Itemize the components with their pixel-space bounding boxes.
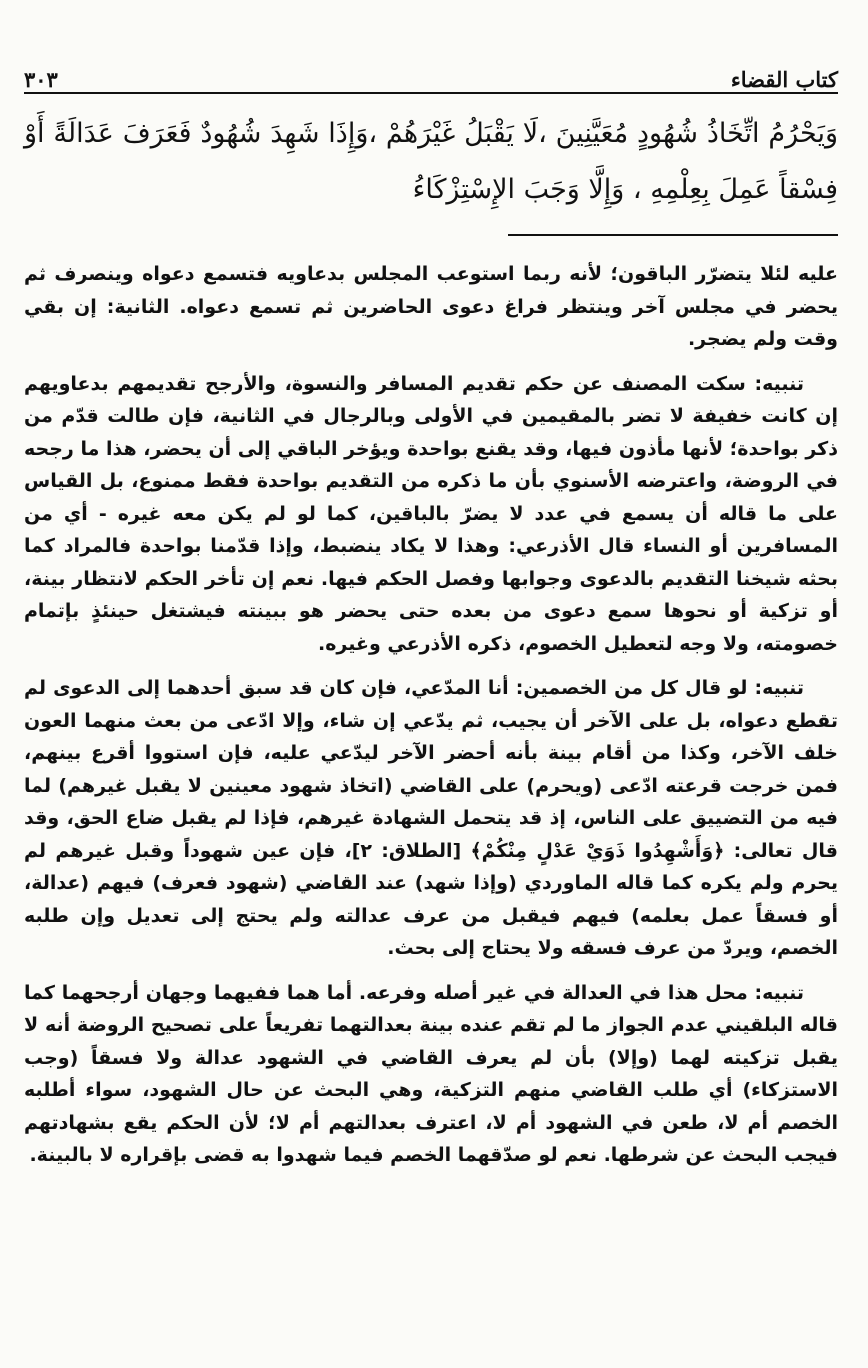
page-header	[24, 58, 838, 92]
main-text: وَيَحْرُمُ اتِّخَاذُ شُهُودٍ مُعَيَّنِينَ ،لَا يَقْبَلُ غَيْرَهُمْ ،وَإِذَا شَهِدَ شُهُودٌ فَعَرَفَ عَدَالَةً أَوْ فِسْقاً عَمِلَ بِعِلْمِهِ ، وَإِلَّا وَجَبَ الإِسْتِزْكَاءُ	[24, 118, 838, 205]
commentary	[24, 258, 838, 1184]
commentary-paragraph-2: تنبيه: سكت المصنف عن حكم تقديم المسافر والنسوة، والأرجح تقديمهم بدعاويهم إن كانت خفيفة لا تضر بالمقيمين في الأولى وبالرجال في الثانية، فإن طالت قدّم من ذكر بواحدة؛ لأنها مأذون فيها، وقد يقنع بواحدة ويؤخر الباقي إلى أن يحضر، هذا ما رجحه في الروضة، واعترضه الأسنوي بأن ما ذكره من التقديم بواحدة فقط ممنوع، بل القياس على ما قاله أن يسمع في عدد لا يضرّ بالباقين، كما لو لم يكن معه غيره - أي من المسافرين أو النساء قال الأذرعي: وهذا لا يكاد ينضبط، وإذا قدّمنا بواحدة فالمراد كما بحثه شيخنا التقديم بالدعوى وجوابها وفصل الحكم فيها. نعم إن تأخر الحكم لانتظار بينة، أو تزكية أو نحوها سمع دعوى من بعده حتى يحضر هو ببينته فيشتغل حينئذٍ بإتمام خصومته، ولا وجه لتعطيل الخصوم، ذكره الأذرعي وغيره.	[24, 372, 838, 655]
header-divider	[24, 92, 838, 94]
commentary-divider	[508, 234, 838, 236]
book-page	[24, 0, 838, 1368]
book-title: كتاب القضاء	[730, 67, 838, 92]
commentary-paragraph-1: عليه لئلا يتضرّر الباقون؛ لأنه ربما استوعب المجلس بدعاويه فتسمع دعواه وينصرف ثم يحضر في مجلس آخر وينتظر فراغ دعوى الحاضرين ثم تسمع دعواه. الثانية: إن بقي وقت ولم يضجر.	[24, 263, 838, 350]
commentary-paragraph-3: تنبيه: لو قال كل من الخصمين: أنا المدّعي، فإن كان قد سبق أحدهما إلى الدعوى لم تقطع دعواه، بل على الآخر أن يجيب، ثم يدّعي إن شاء، وإلا ادّعى من بعث منهما العون خلف الآخر، وكذا من أقام بينة بأنه أحضر الآخر ليدّعي عليه، فإن استووا أقرع بينهم، فمن خرجت قرعته ادّعى (ويحرم) على القاضي (اتخاذ شهود معينين لا يقبل غيرهم) لما فيه من التضييق على الناس، إذ قد يتحمل الشهادة غيرهم، فإذا لم يقبل ضاع الحق، وقد قال تعالى: ﴿وَأَشْهِدُوا ذَوَيْ عَدْلٍ مِنْكُمْ﴾ [الطلاق: ٢]، فإن عين شهوداً وقبل غيرهم لم يحرم ولم يكره كما قاله الماوردي (وإذا شهد) عند القاضي (شهود فعرف) فيهم (عدالة، أو فسقاً عمل بعلمه) فيهم فيقبل من عرف عدالته ولم يحتج إلى تعديل وإن طلبه الخصم، ويردّ من عرف فسقه ولا يحتاج إلى بحث.	[24, 677, 838, 959]
page-number: ٣٠٣	[24, 67, 58, 92]
commentary-paragraph-4: تنبيه: محل هذا في العدالة في غير أصله وفرعه. أما هما ففيهما وجهان أرجحهما كما قاله البلقيني عدم الجواز ما لم تقم عنده بينة بعدالتهما تفريعاً على تصحيح الروضة أنه لا يقبل تزكيته لهما (وإلا) بأن لم يعرف القاضي في الشهود عدالة ولا فسقاً (وجب الاستزكاء) أي طلب القاضي منهم التزكية، وهي البحث عن حال الشهود، سواء أطلبه الخصم أم لا، طعن في الشهود أم لا، اعترف بعدالتهم أم لا؛ لأن الحكم يقع بشهادتهم فيجب البحث عن شرطها. نعم لو صدّقهما الخصم فيما شهدوا به قضى بإقراره لا بالبينة.	[24, 981, 838, 1166]
